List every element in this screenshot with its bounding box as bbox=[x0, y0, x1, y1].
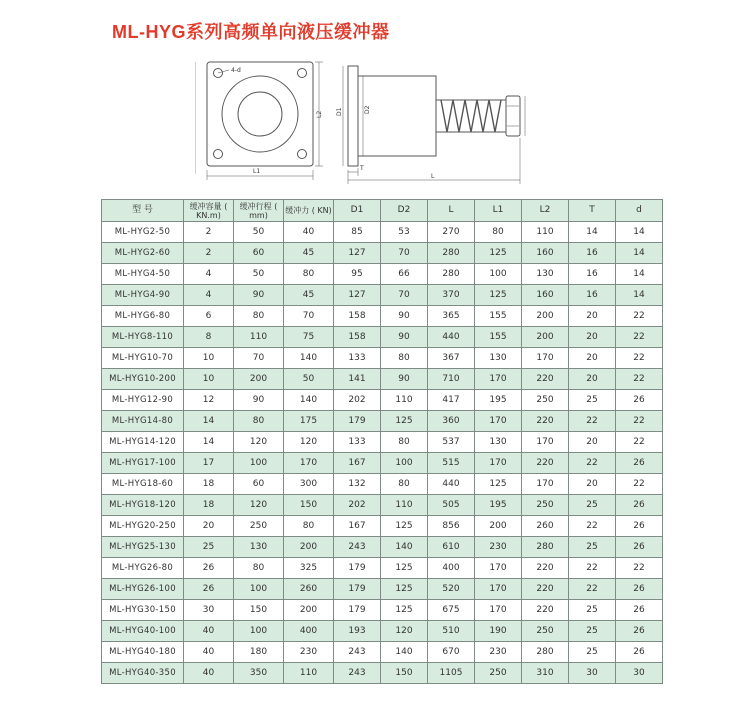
mount-hole bbox=[298, 150, 307, 159]
cell-d: 22 bbox=[616, 432, 663, 453]
cell-d: 22 bbox=[616, 474, 663, 495]
table-row bbox=[102, 327, 663, 348]
cell-capacity: 18 bbox=[184, 474, 234, 495]
cell-t: 16 bbox=[569, 264, 616, 285]
technical-drawing bbox=[195, 58, 555, 188]
cell-l2: 200 bbox=[522, 306, 569, 327]
table-row bbox=[102, 495, 663, 516]
cell-force: 40 bbox=[284, 222, 334, 243]
cell-l1: 130 bbox=[475, 432, 522, 453]
cell-d: 26 bbox=[616, 600, 663, 621]
cell-model: ML-HYG12-90 bbox=[102, 390, 184, 411]
col-header-l1: L1 bbox=[475, 200, 522, 222]
cell-model: ML-HYG18-60 bbox=[102, 474, 184, 495]
cell-l2: 250 bbox=[522, 390, 569, 411]
cell-l1: 195 bbox=[475, 495, 522, 516]
cell-force: 200 bbox=[284, 600, 334, 621]
cell-d1: 243 bbox=[334, 663, 381, 684]
cell-l2: 170 bbox=[522, 432, 569, 453]
col-header-stroke: 缓冲行程 ( mm) bbox=[234, 200, 284, 222]
col-header-d2: D2 bbox=[381, 200, 428, 222]
table-row bbox=[102, 621, 663, 642]
cell-l: 610 bbox=[428, 537, 475, 558]
cell-d2: 80 bbox=[381, 348, 428, 369]
cell-stroke: 130 bbox=[234, 537, 284, 558]
cell-d1: 202 bbox=[334, 495, 381, 516]
cell-d1: 167 bbox=[334, 453, 381, 474]
cell-model: ML-HYG8-110 bbox=[102, 327, 184, 348]
cell-d: 26 bbox=[616, 495, 663, 516]
cell-l1: 100 bbox=[475, 264, 522, 285]
cell-l2: 220 bbox=[522, 369, 569, 390]
cell-d2: 150 bbox=[381, 663, 428, 684]
cell-l: 360 bbox=[428, 411, 475, 432]
cell-l: 710 bbox=[428, 369, 475, 390]
cell-d: 22 bbox=[616, 558, 663, 579]
cell-t: 14 bbox=[569, 222, 616, 243]
cell-model: ML-HYG40-180 bbox=[102, 642, 184, 663]
cell-l2: 160 bbox=[522, 243, 569, 264]
side-view bbox=[348, 66, 520, 166]
cell-stroke: 80 bbox=[234, 558, 284, 579]
cell-d1: 179 bbox=[334, 558, 381, 579]
cell-capacity: 40 bbox=[184, 621, 234, 642]
cell-l2: 200 bbox=[522, 327, 569, 348]
cell-t: 20 bbox=[569, 369, 616, 390]
cell-force: 175 bbox=[284, 411, 334, 432]
cell-d1: 85 bbox=[334, 222, 381, 243]
cell-d1: 243 bbox=[334, 537, 381, 558]
table-row bbox=[102, 600, 663, 621]
cell-l: 400 bbox=[428, 558, 475, 579]
cell-model: ML-HYG2-60 bbox=[102, 243, 184, 264]
d2-label: D2 bbox=[364, 105, 371, 114]
table-row bbox=[102, 243, 663, 264]
cell-l1: 125 bbox=[475, 285, 522, 306]
spec-table bbox=[101, 199, 663, 684]
cell-t: 25 bbox=[569, 537, 616, 558]
cell-force: 150 bbox=[284, 495, 334, 516]
cell-d: 14 bbox=[616, 222, 663, 243]
cell-capacity: 14 bbox=[184, 432, 234, 453]
col-header-l: L bbox=[428, 200, 475, 222]
cell-l2: 110 bbox=[522, 222, 569, 243]
table-row bbox=[102, 306, 663, 327]
table-row bbox=[102, 369, 663, 390]
cell-force: 70 bbox=[284, 306, 334, 327]
cell-force: 140 bbox=[284, 348, 334, 369]
cell-l1: 250 bbox=[475, 663, 522, 684]
front-inner-circle bbox=[238, 92, 282, 136]
cell-d: 26 bbox=[616, 537, 663, 558]
cell-model: ML-HYG26-80 bbox=[102, 558, 184, 579]
cell-l: 367 bbox=[428, 348, 475, 369]
cell-model: ML-HYG6-80 bbox=[102, 306, 184, 327]
cell-t: 22 bbox=[569, 516, 616, 537]
cell-stroke: 150 bbox=[234, 600, 284, 621]
cell-d1: 202 bbox=[334, 390, 381, 411]
cell-capacity: 17 bbox=[184, 453, 234, 474]
col-header-d: d bbox=[616, 200, 663, 222]
cell-force: 80 bbox=[284, 516, 334, 537]
d1-label: D1 bbox=[336, 107, 343, 116]
cell-t: 25 bbox=[569, 600, 616, 621]
cell-l1: 170 bbox=[475, 579, 522, 600]
cell-d: 14 bbox=[616, 285, 663, 306]
cell-l2: 220 bbox=[522, 558, 569, 579]
cell-l2: 310 bbox=[522, 663, 569, 684]
cell-l: 370 bbox=[428, 285, 475, 306]
cell-d2: 90 bbox=[381, 327, 428, 348]
cell-l2: 220 bbox=[522, 453, 569, 474]
cell-stroke: 180 bbox=[234, 642, 284, 663]
cell-model: ML-HYG14-80 bbox=[102, 411, 184, 432]
cell-model: ML-HYG2-50 bbox=[102, 222, 184, 243]
cell-d: 26 bbox=[616, 453, 663, 474]
cell-d1: 132 bbox=[334, 474, 381, 495]
cell-d: 26 bbox=[616, 579, 663, 600]
cell-l1: 170 bbox=[475, 411, 522, 432]
cell-d2: 66 bbox=[381, 264, 428, 285]
cell-t: 20 bbox=[569, 348, 616, 369]
cell-d1: 243 bbox=[334, 642, 381, 663]
cell-l: 510 bbox=[428, 621, 475, 642]
col-header-force: 缓冲力 ( KN) bbox=[284, 200, 334, 222]
cell-l: 365 bbox=[428, 306, 475, 327]
front-flange-plate bbox=[207, 62, 313, 166]
table-row bbox=[102, 390, 663, 411]
table-row bbox=[102, 537, 663, 558]
cell-d: 26 bbox=[616, 621, 663, 642]
cell-model: ML-HYG25-130 bbox=[102, 537, 184, 558]
table-row bbox=[102, 474, 663, 495]
table-row bbox=[102, 642, 663, 663]
cell-stroke: 110 bbox=[234, 327, 284, 348]
cell-force: 120 bbox=[284, 432, 334, 453]
cell-t: 30 bbox=[569, 663, 616, 684]
cell-d: 14 bbox=[616, 243, 663, 264]
cell-d2: 70 bbox=[381, 285, 428, 306]
cell-l: 537 bbox=[428, 432, 475, 453]
cell-t: 25 bbox=[569, 390, 616, 411]
cell-capacity: 40 bbox=[184, 642, 234, 663]
cell-d2: 53 bbox=[381, 222, 428, 243]
cell-l2: 250 bbox=[522, 621, 569, 642]
cell-d2: 110 bbox=[381, 495, 428, 516]
cell-l: 440 bbox=[428, 474, 475, 495]
cell-d1: 167 bbox=[334, 516, 381, 537]
cell-d2: 80 bbox=[381, 432, 428, 453]
cell-model: ML-HYG18-120 bbox=[102, 495, 184, 516]
cell-l1: 230 bbox=[475, 537, 522, 558]
cell-capacity: 6 bbox=[184, 306, 234, 327]
cell-t: 22 bbox=[569, 579, 616, 600]
col-header-capacity: 缓冲容量 ( KN.m) bbox=[184, 200, 234, 222]
cell-d2: 90 bbox=[381, 369, 428, 390]
cell-model: ML-HYG26-100 bbox=[102, 579, 184, 600]
cell-d2: 125 bbox=[381, 558, 428, 579]
cell-d2: 125 bbox=[381, 600, 428, 621]
cell-stroke: 60 bbox=[234, 474, 284, 495]
cell-d: 14 bbox=[616, 264, 663, 285]
cell-d1: 133 bbox=[334, 348, 381, 369]
cell-d2: 90 bbox=[381, 306, 428, 327]
cell-force: 230 bbox=[284, 642, 334, 663]
cell-d1: 179 bbox=[334, 600, 381, 621]
cell-capacity: 2 bbox=[184, 243, 234, 264]
cell-d1: 179 bbox=[334, 411, 381, 432]
cell-model: ML-HYG40-100 bbox=[102, 621, 184, 642]
cell-l: 1105 bbox=[428, 663, 475, 684]
spring-coil bbox=[441, 100, 501, 132]
l2-label: L2 bbox=[316, 110, 323, 118]
cell-l1: 200 bbox=[475, 516, 522, 537]
cell-capacity: 8 bbox=[184, 327, 234, 348]
cell-l: 515 bbox=[428, 453, 475, 474]
hole-label: 4-d bbox=[231, 67, 241, 74]
cell-force: 200 bbox=[284, 537, 334, 558]
cell-force: 260 bbox=[284, 579, 334, 600]
cell-t: 16 bbox=[569, 243, 616, 264]
cell-capacity: 26 bbox=[184, 558, 234, 579]
table-row bbox=[102, 348, 663, 369]
mount-hole bbox=[298, 69, 307, 78]
cell-l1: 170 bbox=[475, 600, 522, 621]
cell-l: 417 bbox=[428, 390, 475, 411]
table-header-row bbox=[102, 200, 663, 222]
cell-l: 505 bbox=[428, 495, 475, 516]
cell-capacity: 4 bbox=[184, 285, 234, 306]
cell-l1: 195 bbox=[475, 390, 522, 411]
cell-t: 22 bbox=[569, 411, 616, 432]
cell-l: 675 bbox=[428, 600, 475, 621]
cell-l2: 130 bbox=[522, 264, 569, 285]
cell-force: 300 bbox=[284, 474, 334, 495]
table-row bbox=[102, 558, 663, 579]
col-header-d1: D1 bbox=[334, 200, 381, 222]
cell-t: 20 bbox=[569, 327, 616, 348]
table-row bbox=[102, 516, 663, 537]
cell-t: 16 bbox=[569, 285, 616, 306]
cell-stroke: 60 bbox=[234, 243, 284, 264]
table-row bbox=[102, 222, 663, 243]
l1-label: L1 bbox=[253, 168, 261, 175]
cell-capacity: 40 bbox=[184, 663, 234, 684]
cell-l: 856 bbox=[428, 516, 475, 537]
length-label: L bbox=[431, 173, 435, 180]
cell-stroke: 100 bbox=[234, 453, 284, 474]
cell-d: 22 bbox=[616, 348, 663, 369]
cell-d: 22 bbox=[616, 327, 663, 348]
cell-capacity: 14 bbox=[184, 411, 234, 432]
cell-l: 280 bbox=[428, 264, 475, 285]
cell-t: 25 bbox=[569, 642, 616, 663]
cell-force: 45 bbox=[284, 243, 334, 264]
cell-d1: 158 bbox=[334, 306, 381, 327]
cell-capacity: 2 bbox=[184, 222, 234, 243]
cell-t: 25 bbox=[569, 495, 616, 516]
cell-l1: 190 bbox=[475, 621, 522, 642]
cell-capacity: 30 bbox=[184, 600, 234, 621]
cell-capacity: 20 bbox=[184, 516, 234, 537]
cell-l1: 155 bbox=[475, 327, 522, 348]
cell-stroke: 90 bbox=[234, 285, 284, 306]
cell-capacity: 25 bbox=[184, 537, 234, 558]
cell-d2: 125 bbox=[381, 411, 428, 432]
cell-force: 45 bbox=[284, 285, 334, 306]
cell-d1: 127 bbox=[334, 243, 381, 264]
cell-d: 22 bbox=[616, 369, 663, 390]
cell-l2: 170 bbox=[522, 348, 569, 369]
cell-l1: 80 bbox=[475, 222, 522, 243]
table-row bbox=[102, 432, 663, 453]
cell-model: ML-HYG4-90 bbox=[102, 285, 184, 306]
cell-model: ML-HYG10-70 bbox=[102, 348, 184, 369]
cell-l2: 160 bbox=[522, 285, 569, 306]
cell-force: 325 bbox=[284, 558, 334, 579]
cell-l2: 280 bbox=[522, 537, 569, 558]
cell-stroke: 100 bbox=[234, 579, 284, 600]
cell-d2: 100 bbox=[381, 453, 428, 474]
cell-d1: 179 bbox=[334, 579, 381, 600]
page-title: ML-HYG系列高频单向液压缓冲器 bbox=[112, 22, 390, 42]
cell-l: 670 bbox=[428, 642, 475, 663]
cell-d1: 193 bbox=[334, 621, 381, 642]
cell-model: ML-HYG4-50 bbox=[102, 264, 184, 285]
cell-capacity: 10 bbox=[184, 348, 234, 369]
cell-stroke: 200 bbox=[234, 369, 284, 390]
cell-capacity: 10 bbox=[184, 369, 234, 390]
cell-d2: 110 bbox=[381, 390, 428, 411]
cell-l: 440 bbox=[428, 327, 475, 348]
cell-force: 140 bbox=[284, 390, 334, 411]
table-row bbox=[102, 579, 663, 600]
col-header-t: T bbox=[569, 200, 616, 222]
cell-t: 20 bbox=[569, 432, 616, 453]
cell-stroke: 100 bbox=[234, 621, 284, 642]
cell-d1: 158 bbox=[334, 327, 381, 348]
cell-d2: 140 bbox=[381, 537, 428, 558]
cell-l: 270 bbox=[428, 222, 475, 243]
cell-model: ML-HYG14-120 bbox=[102, 432, 184, 453]
cell-d: 30 bbox=[616, 663, 663, 684]
cell-l: 280 bbox=[428, 243, 475, 264]
cell-l2: 220 bbox=[522, 579, 569, 600]
cell-capacity: 18 bbox=[184, 495, 234, 516]
cell-force: 110 bbox=[284, 663, 334, 684]
cell-capacity: 12 bbox=[184, 390, 234, 411]
table-body bbox=[102, 222, 663, 684]
cell-d1: 141 bbox=[334, 369, 381, 390]
cell-l2: 220 bbox=[522, 600, 569, 621]
table-row bbox=[102, 411, 663, 432]
cell-force: 50 bbox=[284, 369, 334, 390]
cell-d2: 125 bbox=[381, 579, 428, 600]
cell-d2: 80 bbox=[381, 474, 428, 495]
cell-l1: 155 bbox=[475, 306, 522, 327]
cell-l2: 260 bbox=[522, 516, 569, 537]
cell-stroke: 80 bbox=[234, 306, 284, 327]
cell-d: 26 bbox=[616, 390, 663, 411]
cell-force: 75 bbox=[284, 327, 334, 348]
cell-l1: 170 bbox=[475, 369, 522, 390]
cell-t: 25 bbox=[569, 621, 616, 642]
cell-stroke: 50 bbox=[234, 264, 284, 285]
cell-d2: 140 bbox=[381, 642, 428, 663]
cell-l2: 250 bbox=[522, 495, 569, 516]
cell-l1: 125 bbox=[475, 474, 522, 495]
cell-l2: 220 bbox=[522, 411, 569, 432]
cell-l2: 280 bbox=[522, 642, 569, 663]
cell-d: 26 bbox=[616, 516, 663, 537]
cell-force: 400 bbox=[284, 621, 334, 642]
cell-l1: 170 bbox=[475, 558, 522, 579]
cell-l1: 230 bbox=[475, 642, 522, 663]
mount-hole bbox=[214, 150, 223, 159]
cell-l1: 130 bbox=[475, 348, 522, 369]
cell-d1: 133 bbox=[334, 432, 381, 453]
cell-model: ML-HYG40-350 bbox=[102, 663, 184, 684]
table-row bbox=[102, 453, 663, 474]
end-cap bbox=[506, 96, 520, 136]
table-row bbox=[102, 285, 663, 306]
col-header-model: 型 号 bbox=[102, 200, 184, 222]
cell-model: ML-HYG30-150 bbox=[102, 600, 184, 621]
cell-d1: 95 bbox=[334, 264, 381, 285]
front-outer-circle bbox=[222, 76, 298, 152]
t-label: T bbox=[360, 165, 364, 172]
cell-model: ML-HYG20-250 bbox=[102, 516, 184, 537]
cell-d2: 125 bbox=[381, 516, 428, 537]
cell-t: 22 bbox=[569, 558, 616, 579]
cell-d2: 70 bbox=[381, 243, 428, 264]
cell-model: ML-HYG10-200 bbox=[102, 369, 184, 390]
table-row bbox=[102, 663, 663, 684]
cell-model: ML-HYG17-100 bbox=[102, 453, 184, 474]
cell-d: 22 bbox=[616, 411, 663, 432]
front-view bbox=[195, 62, 323, 180]
cell-d: 26 bbox=[616, 642, 663, 663]
cell-d1: 127 bbox=[334, 285, 381, 306]
cell-l: 520 bbox=[428, 579, 475, 600]
cell-t: 20 bbox=[569, 306, 616, 327]
cell-l1: 125 bbox=[475, 243, 522, 264]
cell-stroke: 80 bbox=[234, 411, 284, 432]
cell-capacity: 26 bbox=[184, 579, 234, 600]
cell-stroke: 120 bbox=[234, 495, 284, 516]
cell-d: 22 bbox=[616, 306, 663, 327]
cell-d2: 120 bbox=[381, 621, 428, 642]
cell-stroke: 120 bbox=[234, 432, 284, 453]
cell-l2: 170 bbox=[522, 474, 569, 495]
cell-stroke: 50 bbox=[234, 222, 284, 243]
table-row bbox=[102, 264, 663, 285]
cell-capacity: 4 bbox=[184, 264, 234, 285]
cell-stroke: 350 bbox=[234, 663, 284, 684]
cell-stroke: 90 bbox=[234, 390, 284, 411]
col-header-l2: L2 bbox=[522, 200, 569, 222]
cylinder-body bbox=[358, 76, 436, 156]
side-flange bbox=[348, 66, 358, 166]
cell-force: 170 bbox=[284, 453, 334, 474]
cell-t: 20 bbox=[569, 474, 616, 495]
cell-force: 80 bbox=[284, 264, 334, 285]
cell-stroke: 70 bbox=[234, 348, 284, 369]
cell-stroke: 250 bbox=[234, 516, 284, 537]
cell-l1: 170 bbox=[475, 453, 522, 474]
cell-t: 22 bbox=[569, 453, 616, 474]
